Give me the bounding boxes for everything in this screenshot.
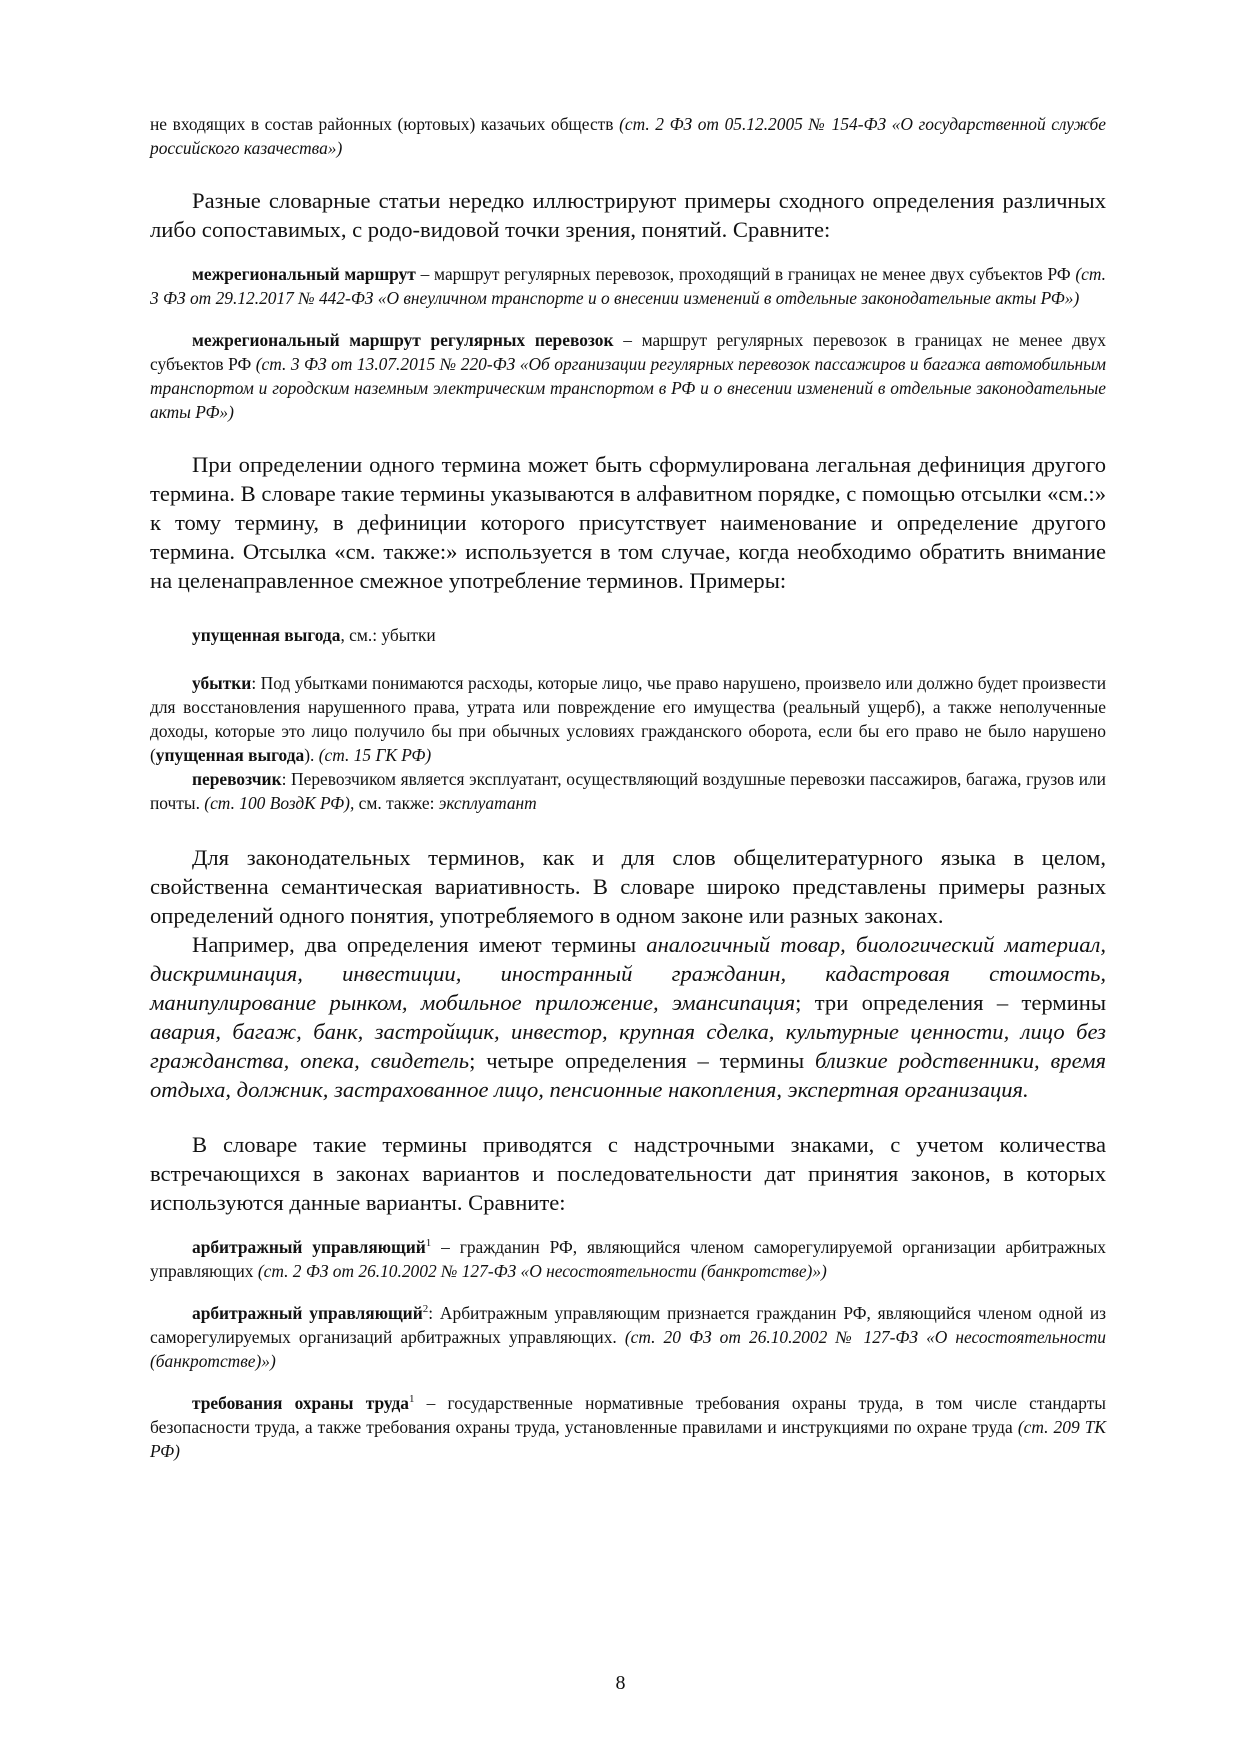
entry-definition: – маршрут регулярных перевозок, проходящий в границах не менее двух субъектов РФ xyxy=(415,264,1076,284)
terms-three-definitions: авария, багаж, банк, застройщик, инвестор, крупная сделка, культурные ценности, лицо без гражданства, опека, свидетель xyxy=(150,1019,1106,1073)
entry-term: требования охраны труда xyxy=(192,1393,409,1413)
entry-definition: : Перевозчиком является эксплуатант, осуществляющий воздушные перевозки пассажиров, багажа, грузов или почты. xyxy=(150,769,1106,813)
variant-number: 1 xyxy=(425,1237,432,1250)
dictionary-entry-interregional-regular-route xyxy=(150,328,1106,424)
entry-bold-term: упущенная выгода xyxy=(155,745,305,765)
entry-term: арбитражный управляющий xyxy=(192,1303,423,1323)
law-reference: (ст. 15 ГК РФ) xyxy=(318,745,432,765)
paragraph-semantic-variation: Для законодательных терминов, как и для слов общелитературного языка в целом, свойственна семантическая вариативность. В словаре широко представлены примеры разных определений одного понятия, употребляемого в одном законе или разных законах. xyxy=(150,845,1106,928)
law-reference: (ст. 3 ФЗ от 13.07.2015 № 220-ФЗ «Об организации регулярных перевозок пассажиров и багажа автомобильным транспортом и городским наземным электрическим транспортом в РФ и о внесении изменений в отдельные законодательные акты РФ») xyxy=(150,354,1106,422)
dictionary-entry-lost-profit xyxy=(150,623,1106,647)
entry-term: арбитражный управляющий xyxy=(192,1237,426,1257)
document-page xyxy=(150,112,1106,1463)
entry-definition: : Под убытками понимаются расходы, которые лицо, чье право нарушено, произвело или должно будет произвести для восстановления нарушенного права, утрата или повреждение его имущества (реальный ущерб), а также неполученные доходы, которые это лицо получило бы при обычных условиях гражданского оборота, если бы его право не было нарушено ( xyxy=(150,673,1106,765)
dictionary-entry-arbitration-manager-2 xyxy=(150,1301,1106,1373)
entry-definition: , см.: убытки xyxy=(340,625,436,645)
law-reference: (ст. 209 ТК РФ) xyxy=(150,1417,1106,1461)
entry-term: упущенная выгода xyxy=(192,625,341,645)
paragraph-comparison-intro: Разные словарные статьи нередко иллюстрируют примеры сходного определения различных либо сопоставимых, с родо-видовой точки зрения, понятий. Сравните: xyxy=(150,188,1106,242)
variant-number: 1 xyxy=(408,1393,415,1406)
entry-term: убытки xyxy=(192,673,252,693)
entry-definition: : Арбитражным управляющим признается гражданин РФ, являющийся членом одной из саморегулируемых организаций арбитражных управляющих. xyxy=(150,1303,1107,1347)
paragraph-examples: Например, два определения имеют термины аналогичный товар, биологический материал, дискриминация, инвестиции, иностранный гражданин, кадастровая стоимость, манипулирование рынком, мобильное приложение, эмансипация; три определения – термины авария, багаж, банк, застройщик, инвестор, крупная сделка, культурные ценности, лицо без гражданства, опека, свидетель; четыре определения – термины близкие родственники, время отдыха, должник, застрахованное лицо, пенсионные накопления, экспертная организация. xyxy=(150,932,1106,1102)
law-reference: (ст. 3 ФЗ от 29.12.2017 № 442-ФЗ «О внеуличном транспорте и о внесении изменений в отдельные законодательные акты РФ») xyxy=(150,264,1107,308)
entry-term: перевозчик xyxy=(192,769,282,789)
entry-definition: – государственные нормативные требования охраны труда, в том числе стандарты безопасности труда, а также требования охраны труда, установленные правилами и инструкциями по охране труда xyxy=(150,1393,1106,1437)
variant-number: 2 xyxy=(422,1303,429,1316)
entry-term: межрегиональный маршрут регулярных перевозок xyxy=(192,330,614,350)
entry-term: межрегиональный маршрут xyxy=(192,264,416,284)
continued-entry: не входящих в состав районных (юртовых) казачьих обществ (ст. 2 ФЗ от 05.12.2005 № 154-ФЗ «О государственной службе российского казачества») xyxy=(150,114,1106,158)
terms-four-definitions: близкие родственники, время отдыха, должник, застрахованное лицо, пенсионные накопления, экспертная организация. xyxy=(150,1048,1106,1102)
paragraph-superscripts: В словаре такие термины приводятся с надстрочными знаками, с учетом количества встречающихся в законах вариантов и последовательности дат принятия законов, в которых используются данные варианты. Сравните: xyxy=(150,1132,1106,1215)
dictionary-entry-arbitration-manager-1 xyxy=(150,1235,1106,1283)
entry-definition: – гражданин РФ, являющийся членом саморегулируемой организации арбитражных управляющих xyxy=(150,1237,1106,1281)
entry-definition: – маршрут регулярных перевозок в границах не менее двух субъектов РФ xyxy=(150,330,1106,374)
law-reference: (ст. 100 ВоздК РФ), xyxy=(204,793,355,813)
law-reference: (ст. 20 ФЗ от 26.10.2002 № 127-ФЗ «О несостоятельности (банкротстве)») xyxy=(150,1327,1106,1371)
dictionary-entry-interregional-route xyxy=(150,262,1106,310)
dictionary-entry-losses: убытки: Под убытками понимаются расходы, которые лицо, чье право нарушено, произвело или должно будет произвести для восстановления нарушенного права, утрата или повреждение его имущества (реальный ущерб), а также неполученные доходы, которые это лицо получило бы при обычных условиях гражданского оборота, если бы его право не было нарушено (упущенная выгода). (ст. 15 ГК РФ) xyxy=(150,673,1106,765)
law-reference: (ст. 2 ФЗ от 05.12.2005 № 154-ФЗ «О государственной службе российского казачества») xyxy=(150,114,1106,158)
dictionary-entry-labor-safety xyxy=(150,1391,1106,1463)
paragraph-cross-references: При определении одного термина может быть сформулирована легальная дефиниция другого термина. В словаре такие термины указываются в алфавитном порядке, с помощью отсылки «см.:» к тому термину, в дефиниции которого присутствует наименование и определение другого термина. Отсылка «см. также:» используется в том случае, когда необходимо обратить внимание на целенаправленное смежное употребление терминов. Примеры: xyxy=(150,452,1106,593)
terms-two-definitions: аналогичный товар, биологический материал, дискриминация, инвестиции, иностранный гражданин, кадастровая стоимость, манипулирование рынком, мобильное приложение, эмансипация xyxy=(150,932,1106,1015)
dictionary-entry-carrier: перевозчик: Перевозчиком является эксплуатант, осуществляющий воздушные перевозки пассажиров, багажа, грузов или почты. (ст. 100 ВоздК РФ), см. также: эксплуатант xyxy=(150,769,1106,813)
see-also-term: эксплуатант xyxy=(438,793,537,813)
page-number: 8 xyxy=(615,1672,626,1694)
law-reference: (ст. 2 ФЗ от 26.10.2002 № 127-ФЗ «О несостоятельности (банкротстве)») xyxy=(257,1261,827,1281)
